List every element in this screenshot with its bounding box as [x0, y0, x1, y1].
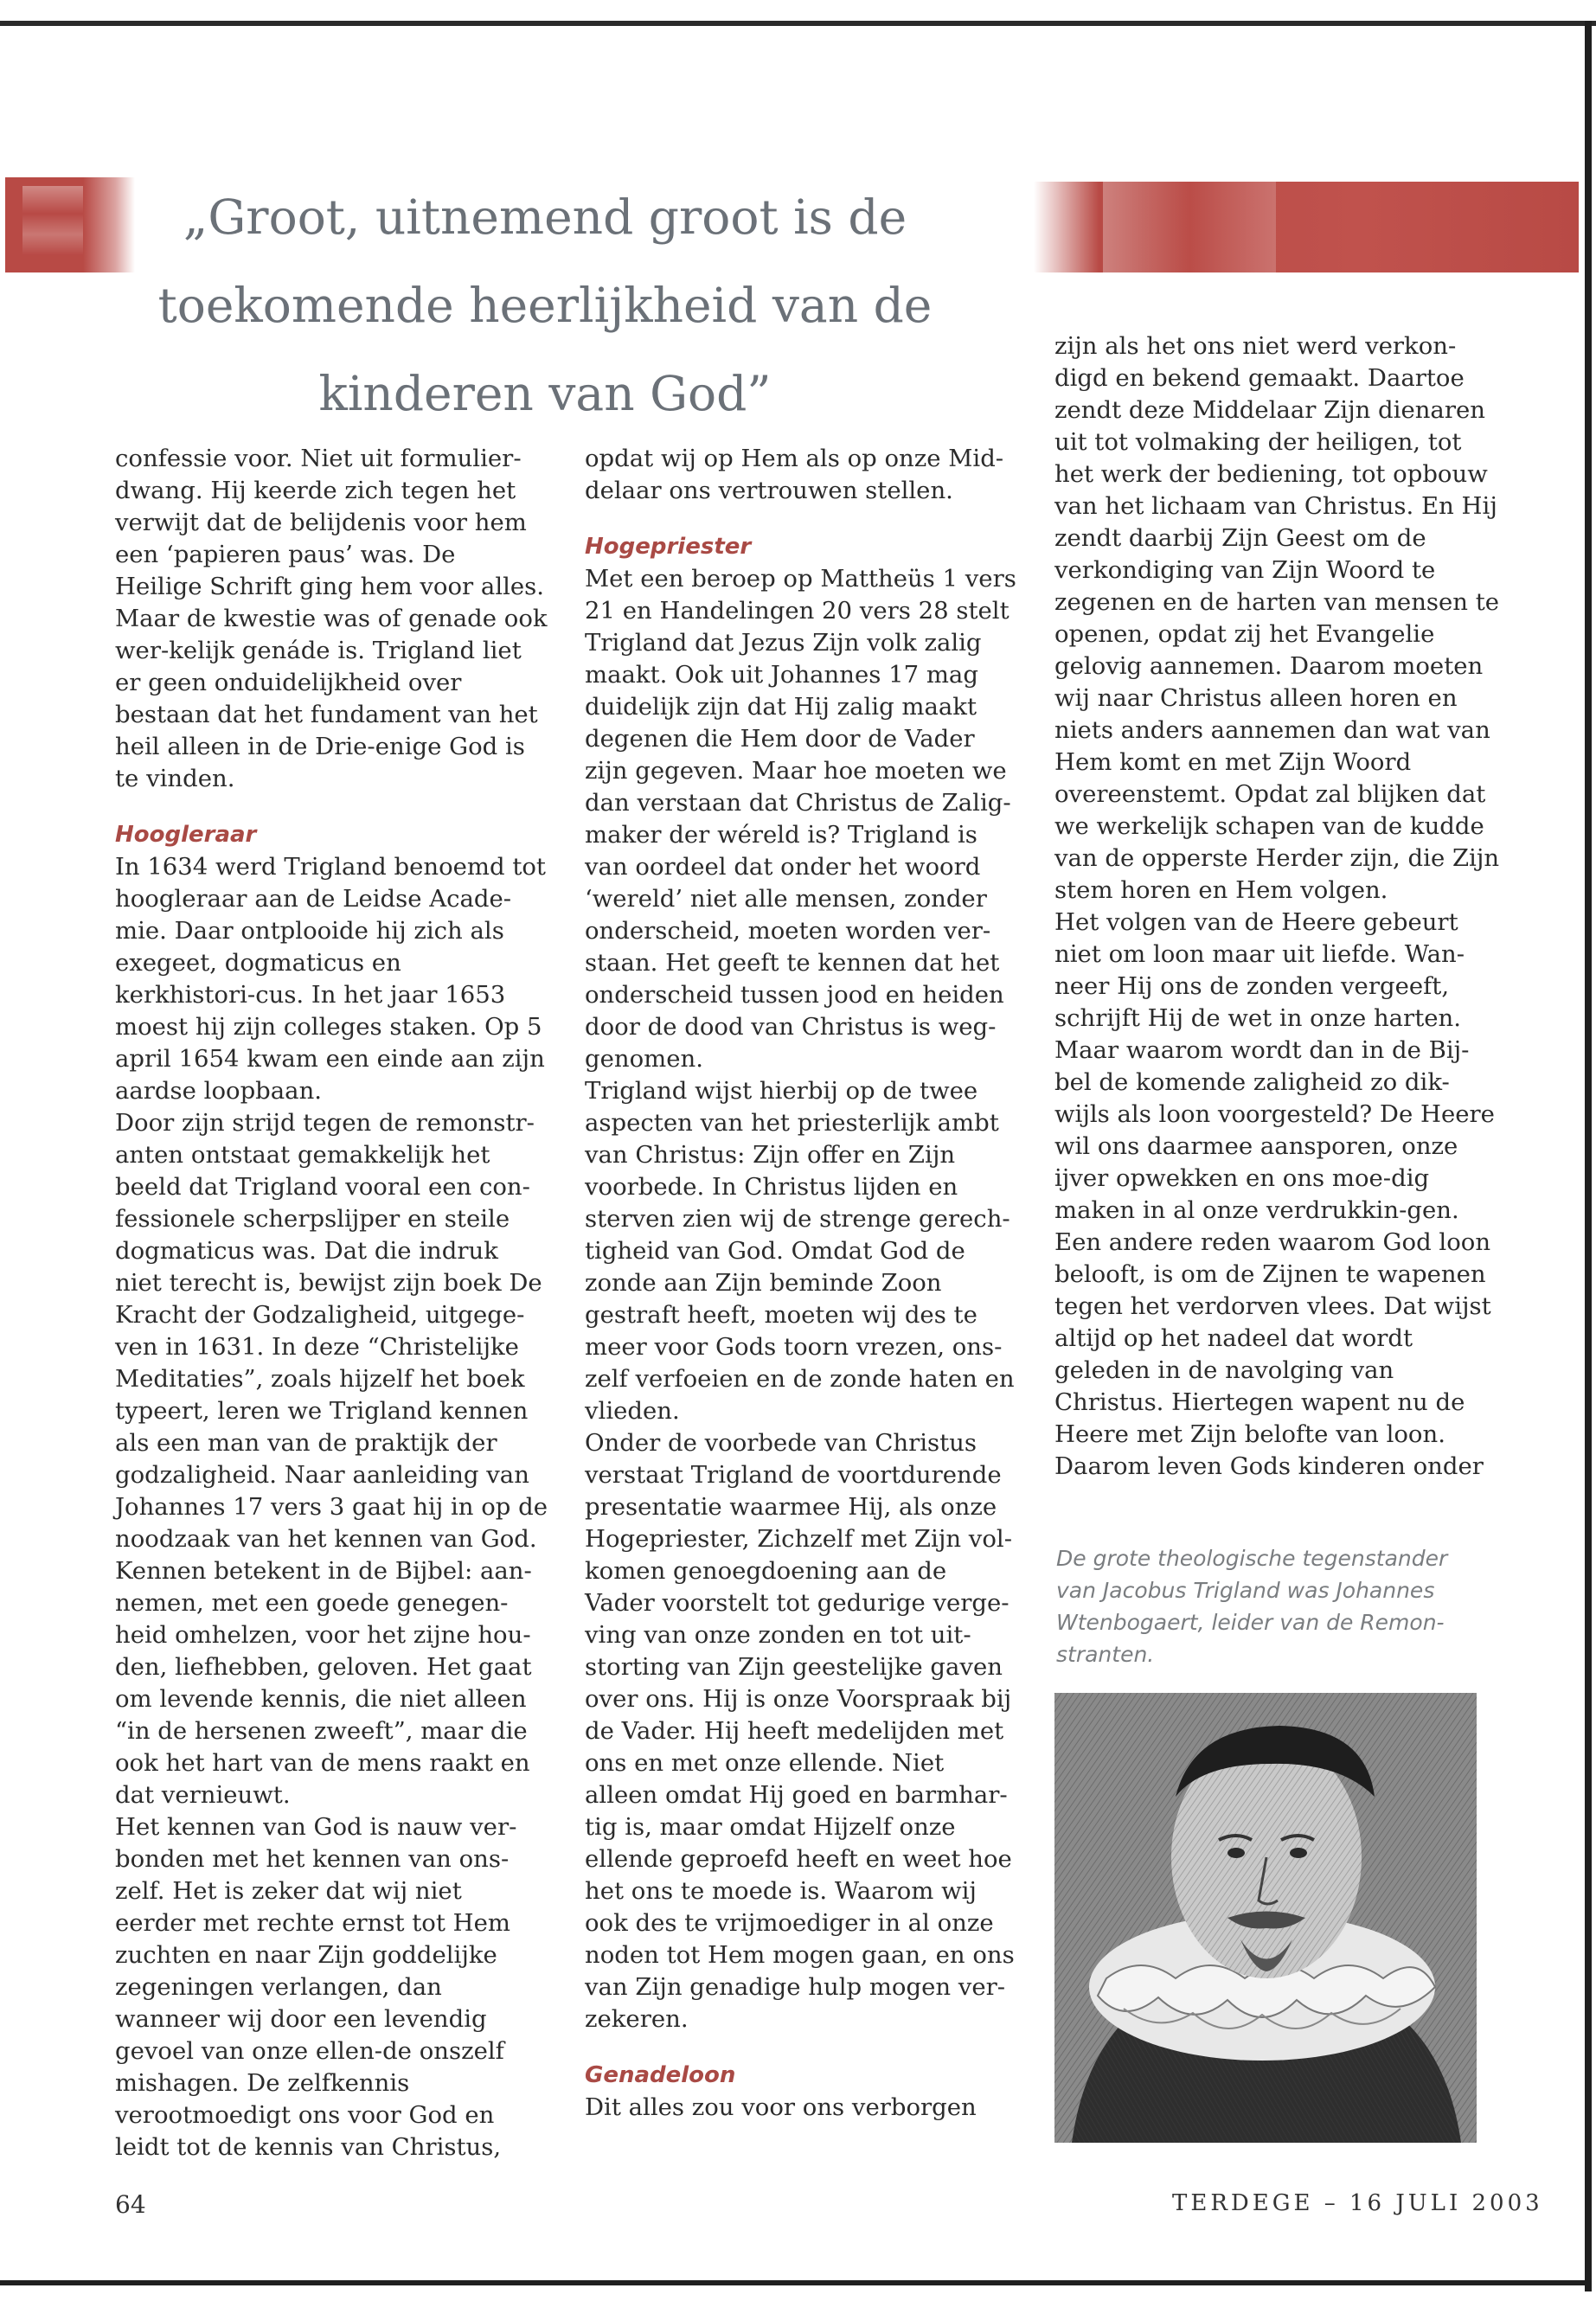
headline-line: „Groot, uitnemend groot is de	[183, 189, 907, 245]
headline-line: kinderen van God”	[318, 366, 772, 421]
paragraph: Het kennen van God is nauw ver-bonden met het kennen van ons-zelf. Het is zeker dat wij niet eerder met rechte ernst tot Hem zuchten en naar Zijn goddelijke zegeningen verlangen, dan wanneer wij door een levendig gevoel van onze ellen-de onszelf mishagen. De zelfkennis verootmoedigt ons voor God en leidt tot de kennis van Christus,	[115, 1813, 517, 2161]
portrait-engraving	[1054, 1693, 1477, 2143]
top-rule	[0, 21, 1596, 26]
brush-accent-left	[5, 177, 135, 272]
subheading: Hogepriester	[585, 534, 752, 560]
image-caption: De grote theologische tegenstander van Jacobus Trigland was Johannes Wtenbogaert, leider van de Remon-stranten.	[1056, 1546, 1448, 1667]
subheading: Hoogleraar	[115, 822, 257, 848]
brush-accent-right	[1034, 182, 1579, 272]
paragraph: zijn als het ons niet werd verkon-digd en bekend gemaakt. Daartoe zendt deze Middelaar Zijn dienaren uit tot volmaking der heiligen, tot het werk der bediening, tot opbouw van het lichaam van Christus. En Hij zendt daarbij Zijn Geest om de verkondiging van Zijn Woord te zegenen en de harten van mensen te openen, opdat zij het Evangelie gelovig aannemen. Daarom moeten wij naar Christus alleen horen en niets anders aannemen dan wat van Hem komt en met Zijn Woord overeenstemt. Opdat zal blijken dat we werkelijk schapen van de kudde van de opperste Herder zijn, die Zijn stem horen en Hem volgen.	[1054, 332, 1500, 904]
bottom-rule	[0, 2280, 1592, 2285]
paragraph: Door zijn strijd tegen de remonstr-anten ontstaat gemakkelijk het beeld dat Trigland vooral een con-fessionele scherpslijper en steile dogmaticus was. Dat die indruk niet terecht is, bewijst zijn boek De Kracht der Godzaligheid, uitgege-ven in 1631. In deze “Christelijke Meditaties”, zoals hijzelf het boek typeert, leren we Trigland kennen als een man van de praktijk der godzaligheid. Naar aanleiding van Johannes 17 vers 3 gaat hij in op de noodzaak van het kennen van God. Kennen betekent in de Bijbel: aan-nemen, met een goede genegen-heid omhelzen, voor het zijne hou-den, liefhebben, geloven. Het gaat om levende kennis, die niet alleen “in de hersenen zweeft”, maar die ook het hart van de mens raakt en dat vernieuwt.	[115, 1109, 548, 1809]
paragraph: In 1634 werd Trigland benoemd tot hoogleraar aan de Leidse Acade-mie. Daar ontplooide hij zich als exegeet, dogmaticus en kerkhistori-cus. In het jaar 1653 moest hij zijn colleges staken. Op 5 april 1654 kwam een einde aan zijn aardse loopbaan.	[115, 853, 546, 1105]
article-headline	[147, 173, 943, 438]
running-footer: TERDEGE – 16 JULI 2003	[1172, 2190, 1543, 2216]
headline-line: toekomende heerlijkheid van de	[157, 278, 933, 333]
paragraph: Trigland wijst hierbij op de twee aspecten van het priesterlijk ambt van Christus: Zijn offer en Zijn voorbede. In Christus lijden en sterven zien wij de strenge gerech-tigheid van God. Omdat God de zonde aan Zijn beminde Zoon gestraft heeft, moeten wij des te meer voor Gods toorn vrezen, ons-zelf verfoeien en de zonde haten en vlieden.	[585, 1077, 1015, 1425]
page-number: 64	[115, 2190, 146, 2219]
paragraph: Het volgen van de Heere gebeurt niet om loon maar uit liefde. Wan-neer Hij ons de zonden vergeeft, schrijft Hij de wet in onze harten. Maar waarom wordt dan in de Bij-bel de komende zaligheid zo dik-wijls als loon voorgesteld? De Heere wil ons daarmee aansporen, onze ijver opwekken en ons moe-dig maken in al onze verdrukkin-gen.	[1054, 908, 1495, 1224]
paragraph: Dit alles zou voor ons verborgen	[585, 2093, 977, 2121]
paragraph: confessie voor. Niet uit formulier-dwang. Hij keerde zich tegen het verwijt dat de belijdenis voor hem een ‘papieren paus’ was. De Heilige Schrift ging hem voor alles. Maar de kwestie was of genade ook wer-kelijk genáde is. Trigland liet er geen onduidelijkheid over bestaan dat het fundament van het heil alleen in de Drie-enige God is te vinden.	[115, 445, 548, 792]
right-rule	[1585, 21, 1592, 2291]
paragraph: Een andere reden waarom God loon belooft, is om de Zijnen te wapenen tegen het verdorven vlees. Dat wijst altijd op het nadeel dat wordt geleden in de navolging van Christus. Hiertegen wapent nu de Heere met Zijn belofte van loon. Daarom leven Gods kinderen onder	[1054, 1228, 1491, 1480]
paragraph: Met een beroep op Mattheüs 1 vers 21 en Handelingen 20 vers 28 stelt Trigland dat Jezus Zijn volk zalig maakt. Ook uit Johannes 17 mag duidelijk zijn dat Hij zalig maakt degenen die Hem door de Vader zijn gegeven. Maar hoe moeten we dan verstaan dat Christus de Zalig-maker der wéreld is? Trigland is van oordeel dat onder het woord ‘wereld’ niet alle mensen, zonder onderscheid, moeten worden ver-staan. Het geeft te kennen dat het onderscheid tussen jood en heiden door de dood van Christus is weg-genomen.	[585, 565, 1016, 1073]
paragraph: opdat wij op Hem als op onze Mid-delaar ons vertrouwen stellen.	[585, 445, 1004, 504]
article-column-1	[115, 443, 548, 2163]
portrait-image	[1054, 1693, 1477, 2143]
subheading: Genadeloon	[585, 2062, 736, 2088]
article-column-3	[1054, 330, 1504, 1483]
paragraph: Onder de voorbede van Christus verstaat Trigland de voortdurende presentatie waarmee Hij, als onze Hogepriester, Zichzelf met Zijn vol-komen genoegdoening aan de Vader voorstelt tot gedurige verge-ving van onze zonden en tot uit-storting van Zijn geestelijke gaven over ons. Hij is onze Voorspraak bij de Vader. Hij heeft medelijden met ons en met onze ellende. Niet alleen omdat Hij goed en barmhar-tig is, maar omdat Hijzelf onze ellende geproefd heeft en weet hoe het ons te moede is. Waarom wij ook des te vrijmoediger in al onze noden tot Hem mogen gaan, en ons van Zijn genadige hulp mogen ver-zekeren.	[585, 1429, 1015, 2033]
article-column-2	[585, 443, 1017, 2124]
